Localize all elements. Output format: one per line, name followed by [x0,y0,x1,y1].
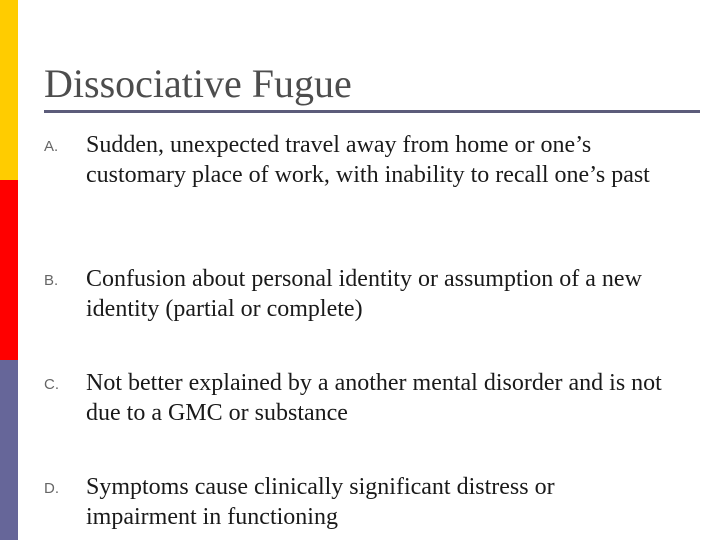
list-item-d [44,472,664,534]
list-item-text: Symptoms cause clinically significant distress or impairment in functioning [86,474,555,530]
list-item-text: Confusion about personal identity or assumption of a new identity (partial or complete) [86,266,642,322]
list-item-b [44,264,664,326]
list-item-text: Sudden, unexpected travel away from home or one’s customary place of work, with inability to recall one’s past [86,132,650,188]
list-item-a [44,130,664,222]
list-marker: B. [44,272,59,289]
list-marker: D. [44,480,59,497]
side-bar-red-segment [0,180,18,360]
slide-title: Dissociative Fugue [44,61,352,106]
list-marker: A. [44,138,59,155]
list-item-text: Not better explained by a another mental disorder and is not due to a GMC or substance [86,370,662,426]
list-item-c [44,368,664,430]
side-bar-yellow-segment [0,0,18,180]
side-bar-purple-segment [0,360,18,540]
list-marker: C. [44,376,59,393]
side-accent-bar [0,0,18,540]
title-underline [44,110,700,113]
